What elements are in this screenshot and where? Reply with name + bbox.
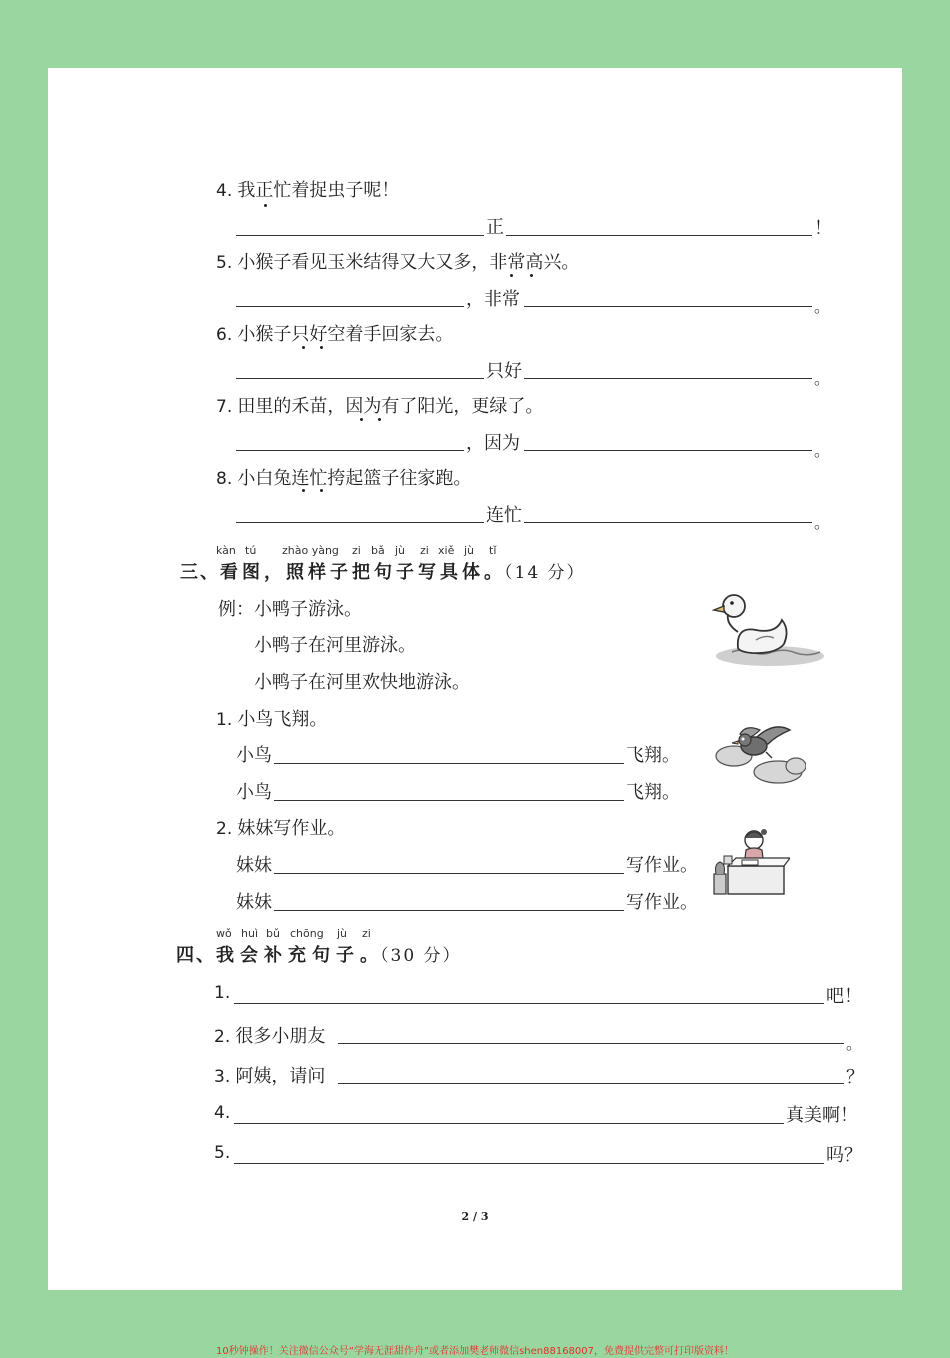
answer-line[interactable] [234,1003,824,1004]
question-number: 8. [216,469,233,489]
answer-line[interactable] [274,800,624,801]
emphasis-dot [360,418,363,421]
question-number: 1. [214,983,231,1003]
answer-line[interactable] [236,235,484,236]
line-start-label: 妹妹 [236,855,272,876]
pinyin: tú [245,544,257,557]
emphasis-dot [302,346,305,349]
bird-illustration [712,720,806,786]
keyword-label: ，非常 [466,289,520,310]
keyword-label: ，因为 [466,433,520,454]
girl-homework-illustration [710,828,790,904]
duck-illustration [712,590,828,672]
answer-line[interactable] [274,763,624,764]
line-end-label: 写作业。 [626,855,698,876]
pinyin: jù [464,544,475,557]
section-number: 四、 [176,945,216,966]
question-5 [216,248,579,274]
end-punct: ！ [814,218,832,239]
sec3-question-1 [216,705,327,731]
sec4-item-2 [214,1022,325,1048]
pinyin: jù [337,927,348,940]
pinyin: jù [395,544,406,557]
example-line: 小鸭子在河里游泳。 [254,635,416,656]
question-8 [216,464,471,490]
emphasis-dot [510,274,513,277]
pinyin: zhào yàng [282,544,339,557]
question-sentence: 小鸟飞翔。 [237,709,328,730]
emphasis-dot [378,418,381,421]
question-sentence: 我正忙着捉虫子呢！ [237,180,400,201]
question-6 [216,320,453,346]
pinyin: kàn [216,544,236,557]
answer-line[interactable] [524,306,812,307]
section-score: （14 分） [504,563,586,583]
sec3-question-2 [216,814,345,840]
footer-notice: 10秒钟操作！关注微信公众号“学海无涯甜作舟”或者添加樊老师微信shen88168007，免费提供完整可打印版资料！ [215,1346,735,1357]
question-number: 2. [216,819,233,839]
question-number: 1. [216,710,233,730]
end-punct: 。 [814,441,831,460]
question-number: 6. [216,325,233,345]
keyword-label: 正 [486,217,504,238]
end-punct: 。 [814,297,831,316]
line-end-label: 飞翔。 [626,745,680,766]
section-3-title [180,558,586,584]
question-sentence: 小白兔连忙挎起篮子往家跑。 [237,468,472,489]
question-number: 7. [216,397,233,417]
question-number: 5. [214,1143,231,1163]
line-end-label: 真美啊！ [786,1105,858,1126]
question-sentence: 田里的禾苗，因为有了阳光，更绿了。 [237,396,544,417]
question-number: 3. [214,1067,231,1087]
answer-line[interactable] [506,235,812,236]
emphasis-dot [320,346,323,349]
emphasis-dot [264,204,267,207]
worksheet-page [48,68,902,1290]
line-start-label: 很多小朋友 [235,1026,326,1047]
question-sentence: 妹妹写作业。 [237,818,346,839]
answer-line[interactable] [236,450,464,451]
question-number: 5. [216,253,233,273]
question-number: 4. [214,1103,231,1123]
question-sentence: 小猴子只好空着手回家去。 [237,324,454,345]
section-number: 三、 [180,562,220,583]
answer-line[interactable] [524,522,812,523]
line-end-label: 吧！ [826,986,862,1007]
sec4-item-3 [214,1062,325,1088]
example-label: 例：小鸭子游泳。 [218,599,362,620]
line-start-label: 小鸟 [236,745,272,766]
answer-line[interactable] [338,1083,844,1084]
example-line: 小鸭子在河里欢快地游泳。 [254,672,470,693]
line-start-label: 阿姨，请问 [235,1066,326,1087]
section-heading: 看图，照样子把句子写具体 [220,562,484,583]
emphasis-dot [320,489,323,492]
answer-line[interactable] [236,378,484,379]
question-7 [216,392,543,418]
pinyin: bǔ [266,927,280,940]
line-start-label: 小鸟 [236,782,272,803]
line-end-label: 。 [846,1034,863,1053]
pinyin: xiě [438,544,455,557]
section-4-title [176,941,462,967]
pinyin: zi [420,544,429,557]
answer-line[interactable] [338,1043,844,1044]
keyword-label: 连忙 [486,505,522,526]
pinyin: zi [352,544,361,557]
question-sentence: 小猴子看见玉米结得又大又多，非常高兴。 [237,252,580,273]
emphasis-dot [530,274,533,277]
pinyin: tǐ [489,544,497,557]
emphasis-dot [302,489,305,492]
end-punct: 。 [814,369,831,388]
pinyin: huì [241,927,258,940]
section-heading: 我会补充句子 [216,945,360,966]
question-4 [216,176,399,202]
answer-line[interactable] [524,378,812,379]
line-end-label: 写作业。 [626,892,698,913]
keyword-label: 只好 [486,361,522,382]
page-number: 2 / 3 [461,1210,489,1223]
question-number: 2. [214,1027,231,1047]
pinyin: bǎ [371,544,385,557]
section-score: （30 分） [380,946,462,966]
answer-line[interactable] [236,306,464,307]
end-punct: 。 [814,513,831,532]
heading-period: 。 [484,562,504,583]
pinyin: wǒ [216,927,232,940]
heading-period: 。 [360,945,380,966]
answer-line[interactable] [524,450,812,451]
line-end-label: ？ [846,1067,864,1088]
answer-line[interactable] [274,910,624,911]
line-end-label: 吗？ [826,1145,862,1166]
answer-line[interactable] [274,873,624,874]
line-end-label: 飞翔。 [626,782,680,803]
answer-line[interactable] [236,522,484,523]
pinyin: zi [362,927,371,940]
question-number: 4. [216,181,233,201]
pinyin: chōng [290,927,324,940]
answer-line[interactable] [234,1123,784,1124]
answer-line[interactable] [234,1163,824,1164]
line-start-label: 妹妹 [236,892,272,913]
